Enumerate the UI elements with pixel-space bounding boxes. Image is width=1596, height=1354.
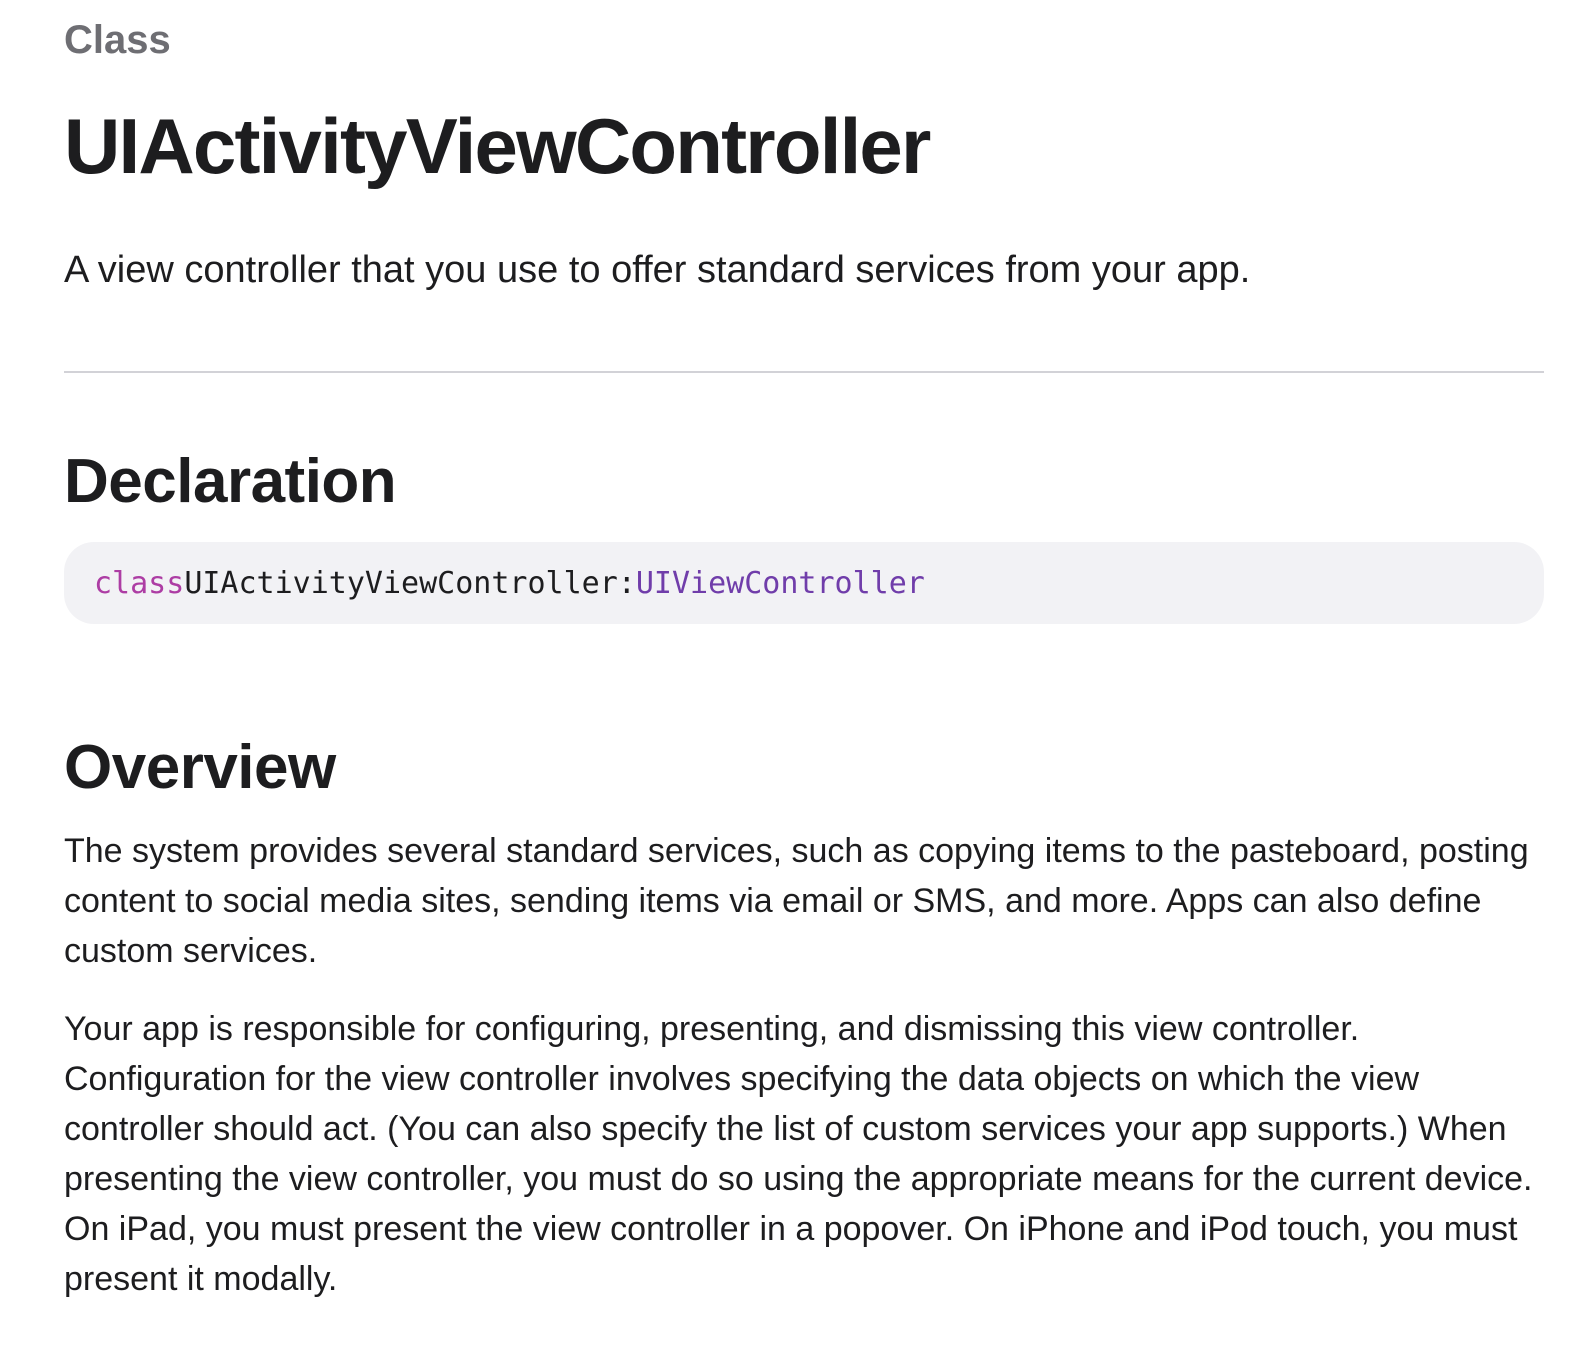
divider	[64, 371, 1544, 373]
overview-paragraph: The system provides several standard services, such as copying items to the pasteboard, posting content to social media sites, sending items via email or SMS, and more. Apps can also define custom services.	[64, 832, 1529, 970]
abstract: A view controller that you use to offer standard services from your app.	[64, 249, 1251, 291]
declaration-heading: Declaration	[64, 447, 397, 516]
declaration-keyword: class	[94, 565, 185, 601]
page-title: UIActivityViewController	[64, 102, 930, 190]
overview-paragraph: Your app is responsible for configuring, presenting, and dismissing this view controller. Configuration for the view controller involves specifying the data objects on which the view controller should act. (You can also specify the list of custom services your app supports.) When presenting the view controller, you must do so using the appropriate means for the current device. On iPad, you must present the view controller in a popover. On iPhone and iPod touch, you must present it modally.	[64, 1010, 1533, 1298]
declaration-code-block	[64, 542, 1544, 624]
symbol-kind-eyebrow: Class	[64, 18, 171, 62]
superclass-link[interactable]: UIViewController	[635, 565, 925, 601]
declaration-class-name: UIActivityViewController	[184, 565, 618, 601]
declaration-separator: :	[617, 565, 636, 601]
overview-heading: Overview	[64, 733, 336, 802]
